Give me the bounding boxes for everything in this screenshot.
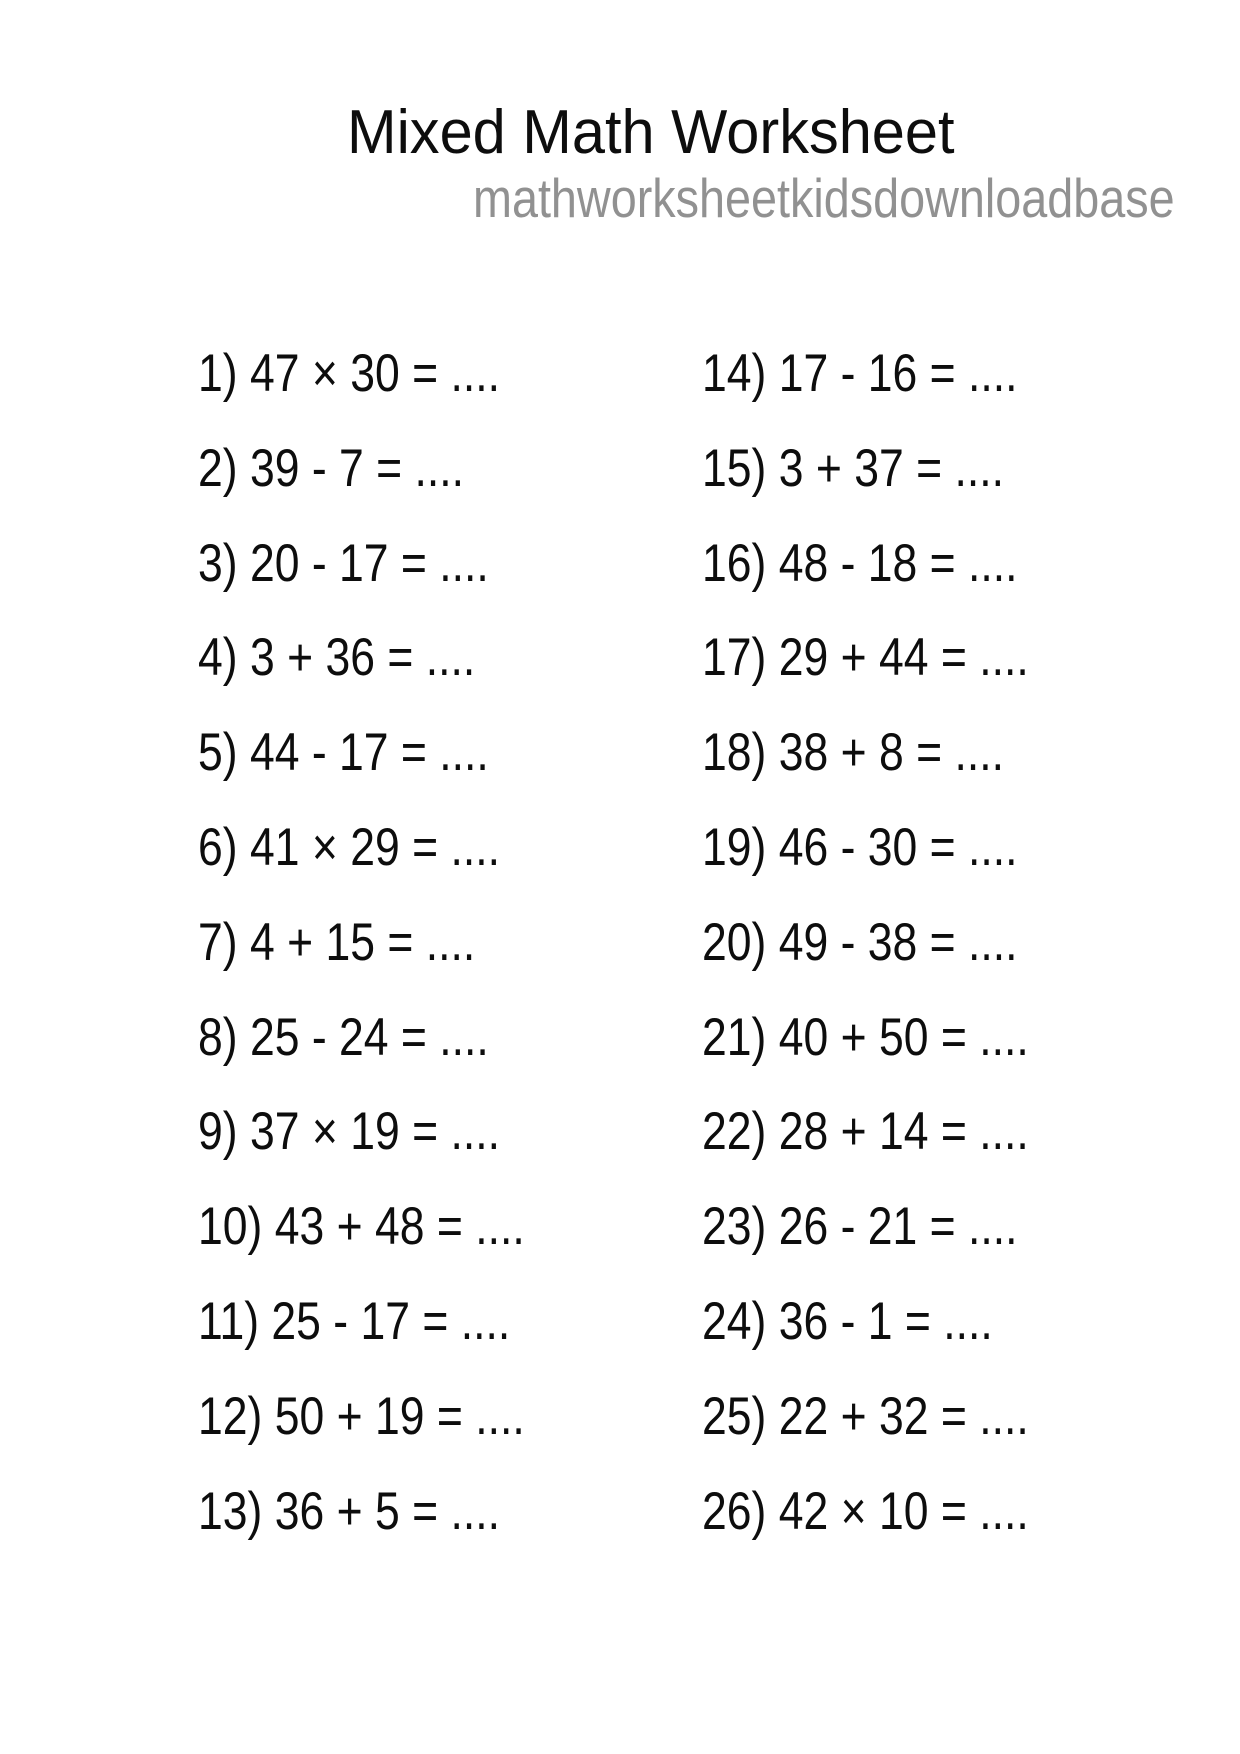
watermark-text: mathworksheetkidsdownloadbase (473, 167, 1175, 229)
problems-column-right (702, 327, 1029, 1559)
problem-row: 14) 17 - 16 = .... (702, 344, 1018, 403)
problem-row: 23) 26 - 21 = .... (702, 1197, 1018, 1257)
problem-row: 4) 3 + 36 = .... (198, 628, 476, 688)
problem-row: 6) 41 × 29 = .... (198, 817, 500, 877)
problem-row: 21) 40 + 50 = .... (702, 1007, 1029, 1067)
problem-row: 17) 29 + 44 = .... (702, 628, 1029, 688)
problem-row: 20) 49 - 38 = .... (702, 912, 1018, 972)
problem-row: 18) 38 + 8 = .... (702, 723, 1004, 783)
problem-row: 11) 25 - 17 = .... (198, 1291, 511, 1351)
problem-row: 8) 25 - 24 = .... (198, 1007, 489, 1067)
problem-row: 7) 4 + 15 = .... (198, 912, 476, 972)
problem-row: 12) 50 + 19 = .... (198, 1386, 525, 1446)
problem-row: 2) 39 - 7 = .... (198, 438, 465, 498)
problem-row: 26) 42 × 10 = .... (702, 1481, 1029, 1541)
problem-row: 19) 46 - 30 = .... (702, 817, 1018, 877)
problems-column-left (198, 327, 525, 1559)
problem-row: 16) 48 - 18 = .... (702, 533, 1018, 593)
problem-row: 5) 44 - 17 = .... (198, 723, 489, 783)
problem-row: 13) 36 + 5 = .... (198, 1481, 500, 1541)
problem-row: 22) 28 + 14 = .... (702, 1102, 1029, 1162)
problem-row: 10) 43 + 48 = .... (198, 1197, 525, 1257)
page-title: Mixed Math Worksheet (347, 98, 955, 167)
problem-row: 15) 3 + 37 = .... (702, 438, 1004, 498)
problem-row: 24) 36 - 1 = .... (702, 1291, 993, 1351)
problem-row: 25) 22 + 32 = .... (702, 1386, 1029, 1446)
problem-row: 9) 37 × 19 = .... (198, 1102, 500, 1162)
problem-row: 3) 20 - 17 = .... (198, 533, 489, 593)
problem-row: 1) 47 × 30 = .... (198, 344, 500, 403)
